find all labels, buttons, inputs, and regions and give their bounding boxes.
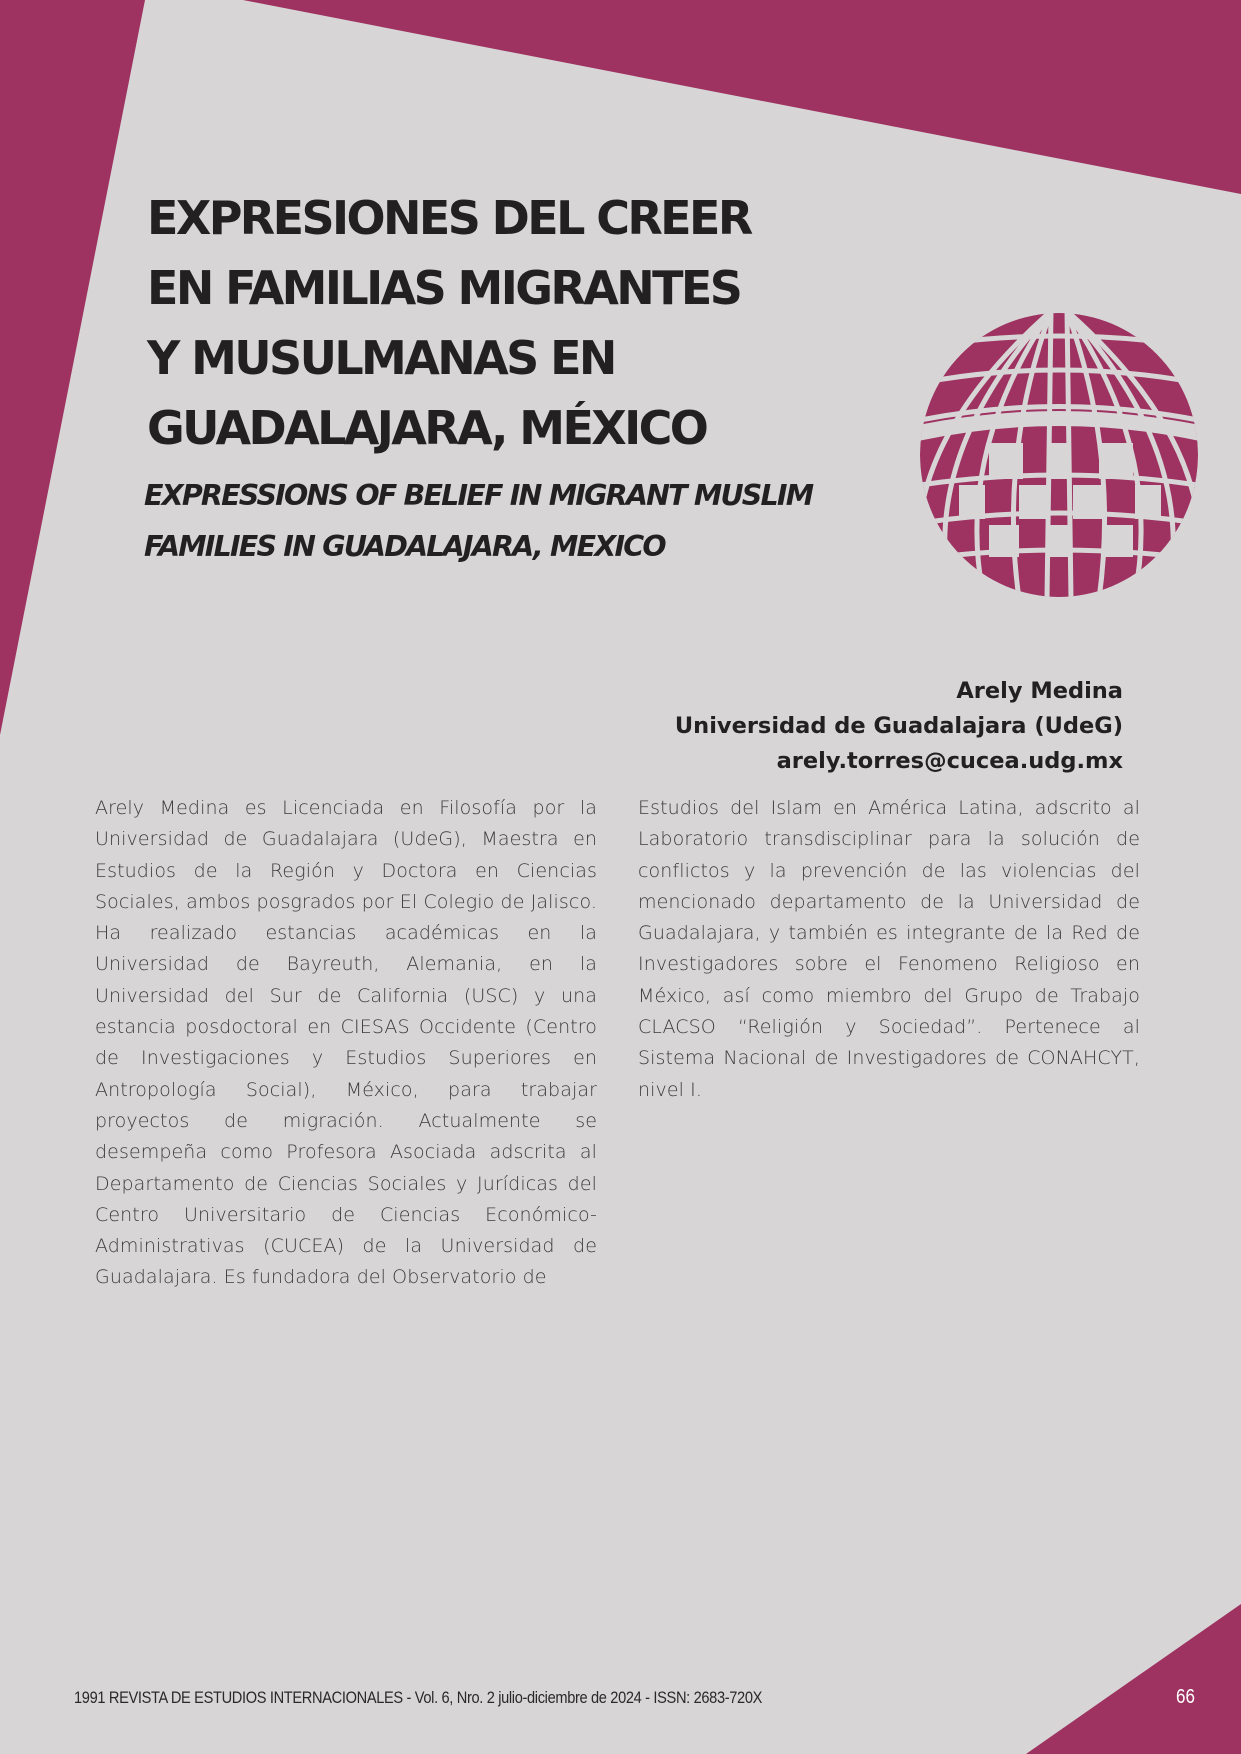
author-affiliation: Universidad de Guadalajara (UdeG) xyxy=(674,713,1123,739)
title-es-line: Y MUSULMANAS EN xyxy=(147,331,615,385)
bio-paragraph-left: Arely Medina es Licenciada en Filosofía por la Universidad de Guadalajara (UdeG), Maestra en Estudios de la Región y Doctora en Ciencias Sociales, ambos posgrados por El Colegio de Jalisco. Ha realizado estancias académicas en la Universidad de Bayreuth, Alemania, en la Universidad del Sur de California (USC) y una estancia posdoctoral en CIESAS Occidente (Centro de Investigaciones y Estudios Superiores en Antropología Social), México, para trabajar proyectos de migración. Actualmente se desempeña como Profesora Asociada adscrita al Departamento de Ciencias Sociales y Jurídicas del Centro Universitario de Ciencias Económico-Administrativas (CUCEA) de la Universidad de Guadalajara. Es fundadora del Observatorio de xyxy=(95,797,597,1289)
globe-icon xyxy=(918,311,1200,599)
title-es-line: EN FAMILIAS MIGRANTES xyxy=(147,261,741,315)
author-name: Arely Medina xyxy=(956,678,1123,704)
title-en-line: EXPRESSIONS OF BELIEF IN MIGRANT MUSLIM xyxy=(144,479,813,512)
author-block xyxy=(675,674,1123,779)
bio-paragraph-right: Estudios del Islam en América Latina, adscrito al Laboratorio transdisciplinar para la solución de conflictos y la prevención de las violencias del mencionado departamento de la Universidad de Guadalajara, y también es integrante de la Red de Investigadores sobre el Fenomeno Religioso en México, así como miembro del Grupo de Trabajo CLACSO “Religión y Sociedad”. Pertenece al Sistema Nacional de Investigadores de CONAHCYT, nivel I. xyxy=(638,797,1140,1101)
title-en-line: FAMILIES IN GUADALAJARA, MEXICO xyxy=(144,530,665,563)
article-title-spanish xyxy=(147,183,907,463)
author-email[interactable]: arely.torres@cucea.udg.mx xyxy=(776,748,1123,774)
title-es-line: GUADALAJARA, MÉXICO xyxy=(147,401,707,455)
page-number: 66 xyxy=(1176,1686,1195,1708)
top-left-accent-band xyxy=(0,0,145,735)
footer-citation: 1991 REVISTA DE ESTUDIOS INTERNACIONALES - Vol. 6, Nro. 2 julio-diciembre de 2024 - ISSN: 2683-720X xyxy=(74,1688,763,1707)
article-title-english xyxy=(144,470,944,572)
top-right-accent-band xyxy=(243,0,1241,194)
title-es-line: EXPRESIONES DEL CREER xyxy=(147,191,751,245)
bottom-right-accent-corner xyxy=(1026,1604,1241,1754)
